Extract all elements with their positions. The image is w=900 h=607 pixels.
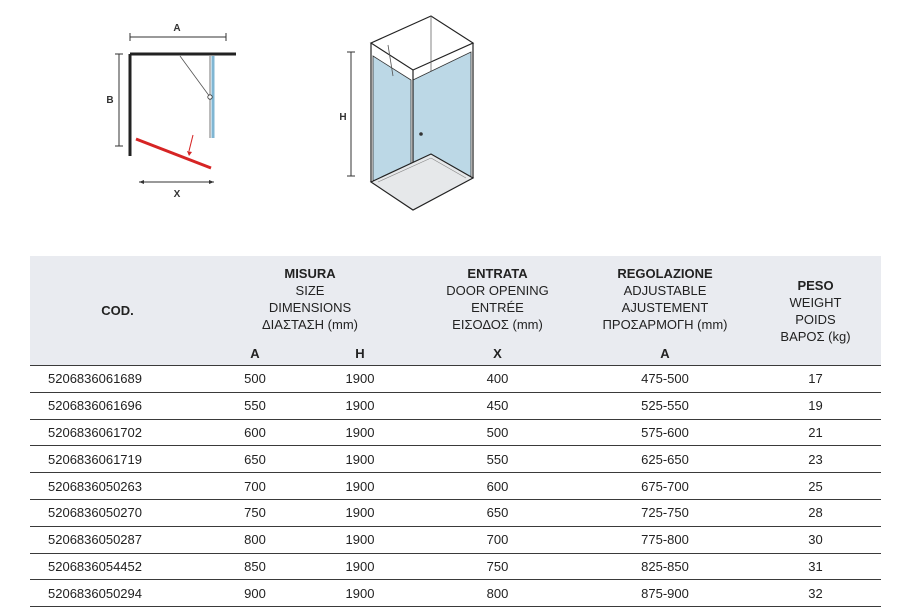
header-adjust-line: ADJUSTABLE [623,282,707,298]
table-row [30,366,881,393]
cell-size-h: 1900 [305,553,415,580]
technical-drawings [0,0,900,250]
cell-size-a: 500 [205,366,305,393]
cell-size-h: 1900 [305,526,415,553]
cell-code: 5206836054452 [30,553,205,580]
header-entry [415,256,580,341]
header-size-title: MISURA [284,265,336,281]
cell-size-a: 850 [205,553,305,580]
cell-size-h: 1900 [305,446,415,473]
cell-code: 5206836061689 [30,366,205,393]
header-adjust-line: AJUSTEMENT [621,299,709,315]
subheader-x: X [493,345,502,361]
header-code [30,256,205,366]
dimension-x-label: X [173,189,181,200]
cell-size-h: 1900 [305,419,415,446]
cell-opening-x: 800 [415,580,580,607]
table-row [30,580,881,607]
cell-adjustable: 675-700 [580,473,750,500]
cell-opening-x: 550 [415,446,580,473]
cell-size-a: 600 [205,419,305,446]
subheader-adjust-a: A [660,345,670,361]
cell-size-h: 1900 [305,392,415,419]
cell-adjustable: 525-550 [580,392,750,419]
cell-opening-x: 600 [415,473,580,500]
header-adjust-title: REGOLAZIONE [617,265,713,281]
cell-adjustable: 625-650 [580,446,750,473]
table-row [30,499,881,526]
cell-adjustable: 575-600 [580,419,750,446]
plan-view-diagram [106,23,236,200]
cell-size-h: 1900 [305,473,415,500]
table-row [30,392,881,419]
cell-weight: 30 [750,526,881,553]
header-weight [750,256,881,366]
table-row [30,553,881,580]
dimension-a-label: A [173,23,181,34]
cell-opening-x: 750 [415,553,580,580]
cell-adjustable: 475-500 [580,366,750,393]
cell-weight: 31 [750,553,881,580]
header-size [205,256,415,341]
cell-weight: 21 [750,419,881,446]
subheader-a: A [250,345,260,361]
cell-size-a: 900 [205,580,305,607]
cell-code: 5206836061719 [30,446,205,473]
cell-weight: 17 [750,366,881,393]
cell-size-a: 750 [205,499,305,526]
cell-opening-x: 650 [415,499,580,526]
cell-size-a: 550 [205,392,305,419]
cell-code: 5206836061696 [30,392,205,419]
cell-adjustable: 775-800 [580,526,750,553]
header-weight-line: WEIGHT [789,294,842,310]
header-adjust [580,256,750,341]
header-code-label: COD. [101,303,134,318]
elevation-view-diagram [339,16,473,210]
cell-opening-x: 500 [415,419,580,446]
table-header [30,256,881,366]
table-row [30,526,881,553]
header-weight-title: PESO [797,277,834,293]
header-entry-line: ENTRÉE [471,299,524,315]
header-adjust-line: ΠΡΟΣΑΡΜΟΓΗ (mm) [602,316,728,332]
cell-weight: 25 [750,473,881,500]
cell-opening-x: 450 [415,392,580,419]
header-entry-title: ENTRATA [467,265,528,281]
table-row [30,473,881,500]
cell-adjustable: 825-850 [580,553,750,580]
cell-size-a: 700 [205,473,305,500]
cell-code: 5206836050294 [30,580,205,607]
cell-weight: 32 [750,580,881,607]
header-size-line: DIMENSIONS [268,299,352,315]
cell-size-h: 1900 [305,499,415,526]
header-entry-line: ΕΙΣΟΔΟΣ (mm) [452,316,543,332]
cell-weight: 28 [750,499,881,526]
cell-code: 5206836061702 [30,419,205,446]
cell-opening-x: 400 [415,366,580,393]
header-size-line: SIZE [295,282,325,298]
cell-adjustable: 875-900 [580,580,750,607]
table-row [30,419,881,446]
cell-adjustable: 725-750 [580,499,750,526]
cell-weight: 23 [750,446,881,473]
cell-code: 5206836050287 [30,526,205,553]
cell-weight: 19 [750,392,881,419]
header-entry-line: DOOR OPENING [446,282,549,298]
cell-code: 5206836050270 [30,499,205,526]
header-weight-line: POIDS [795,311,836,327]
cell-size-a: 650 [205,446,305,473]
subheader-h: H [355,345,365,361]
cell-size-h: 1900 [305,366,415,393]
cell-code: 5206836050263 [30,473,205,500]
table-row [30,446,881,473]
spec-table [30,256,881,607]
cell-size-h: 1900 [305,580,415,607]
header-weight-line: ΒΑΡΟΣ (kg) [780,328,851,344]
dimension-b-label: B [106,95,114,106]
cell-opening-x: 700 [415,526,580,553]
table-body [30,366,881,607]
cell-size-a: 800 [205,526,305,553]
dimension-h-label: H [339,112,347,123]
header-size-line: ΔΙΑΣΤΑΣΗ (mm) [261,316,358,332]
